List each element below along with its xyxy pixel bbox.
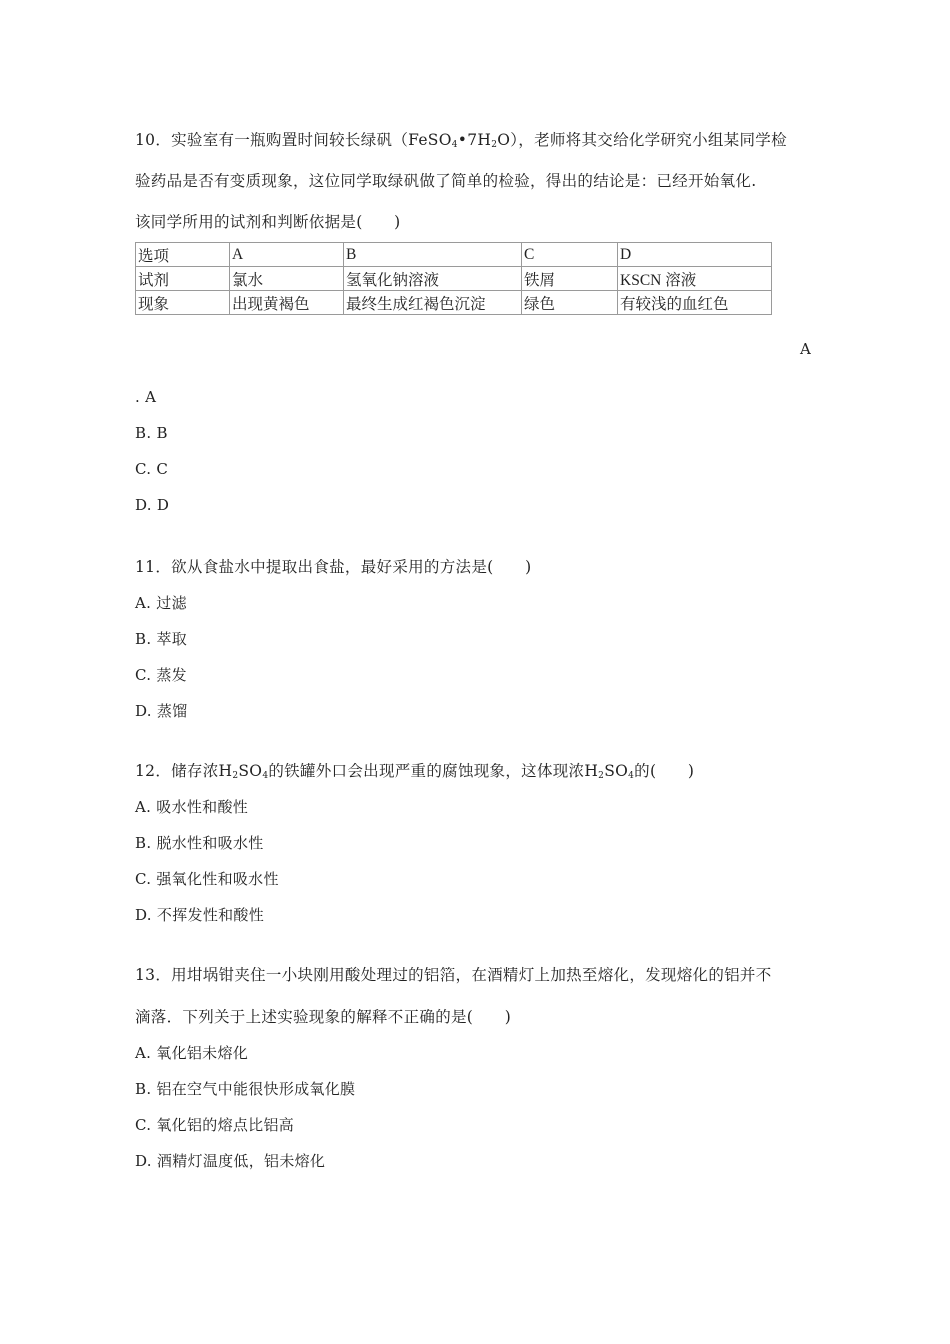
q12-stem: 12．储存浓$H_2SO_4$的铁罐外口会出现严重的腐蚀现象，这体现浓$H_2SO_4$的( ) [135,762,695,781]
table-cell: 出现黄褐色 [230,291,344,315]
q13-option-c[interactable]: C. 氧化铝的熔点比铝高 [135,1116,295,1134]
table-cell: C [522,243,618,267]
q10-options-table [135,242,772,315]
table-cell: B [344,243,522,267]
table-row [136,291,772,315]
table-cell: D [618,243,772,267]
table-cell: 有较浅的血红色 [618,291,772,315]
q10-option-c[interactable]: C. C [135,460,169,478]
table-cell: A [230,243,344,267]
q11-option-d[interactable]: D. 蒸馏 [135,702,188,720]
q10-stem-line2: 验药品是否有变质现象，这位同学取绿矾做了简单的检验，得出的结论是：已经开始氧化. [135,172,757,190]
q13-stem-line1: 13．用坩埚钳夹住一小块刚用酸处理过的铝箔，在酒精灯上加热至熔化，发现熔化的铝并不 [135,966,772,984]
table-cell: 最终生成红褐色沉淀 [344,291,522,315]
q12-option-d[interactable]: D. 不挥发性和酸性 [135,906,265,924]
q11-option-c[interactable]: C. 蒸发 [135,666,187,684]
q11-option-b[interactable]: B. 萃取 [135,630,188,648]
q10-option-d[interactable]: D. D [135,496,170,514]
q10-stray-option-a: A [800,340,811,358]
q10-option-b[interactable]: B. B [135,424,168,442]
q12-option-c[interactable]: C. 强氧化性和吸水性 [135,870,279,888]
q13-stem-line2: 滴落．下列关于上述实验现象的解释不正确的是( ) [135,1008,512,1026]
q12-option-b[interactable]: B. 脱水性和吸水性 [135,834,264,852]
q13-option-d[interactable]: D. 酒精灯温度低，铝未熔化 [135,1152,326,1170]
q10-stem-line1: 10．实验室有一瓶购置时间较长绿矾$(FeSO_4•7H_2O)$，老师将其交给化学研究小组某同学检 [135,131,787,150]
table-row [136,267,772,291]
q11-stem: 11．欲从食盐水中提取出食盐，最好采用的方法是( ) [135,558,532,576]
table-cell: 试剂 [136,267,230,291]
table-cell: 绿色 [522,291,618,315]
table-cell: 铁屑 [522,267,618,291]
table-cell: 现象 [136,291,230,315]
table-cell: 选项 [136,243,230,267]
q10-option-a[interactable]: . A [135,388,157,406]
q11-option-a[interactable]: A. 过滤 [135,594,187,612]
q10-stem-line3: 该同学所用的试剂和判断依据是( ) [135,213,401,231]
table-cell: 氢氧化钠溶液 [344,267,522,291]
q13-option-a[interactable]: A. 氧化铝未熔化 [135,1044,249,1062]
table-cell: KSCN 溶液 [618,267,772,291]
table-row [136,243,772,267]
q12-option-a[interactable]: A. 吸水性和酸性 [135,798,249,816]
q13-option-b[interactable]: B. 铝在空气中能很快形成氧化膜 [135,1080,356,1098]
table-cell: 氯水 [230,267,344,291]
